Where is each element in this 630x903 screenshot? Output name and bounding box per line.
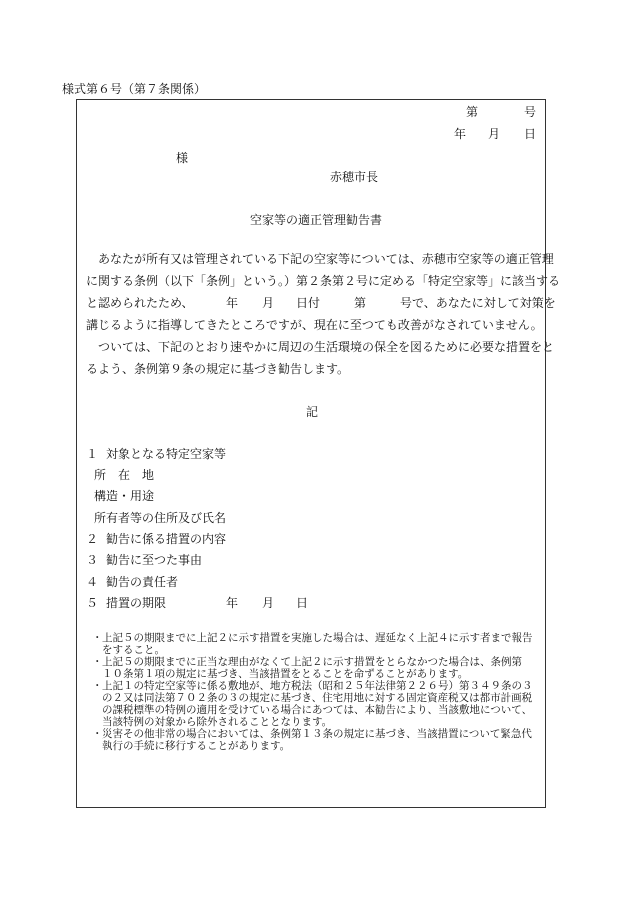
issuer: 赤穂市長: [330, 170, 379, 184]
item5-day: 日: [296, 596, 309, 610]
bullet: ・: [92, 656, 103, 668]
note-3-line3: の課税標準の特例の適用を受けている場合にあつては、本勧告により、当該敷地について、: [102, 704, 533, 716]
body-p1-line3-year: 年: [226, 296, 239, 310]
notes-list: [92, 632, 538, 752]
body-p1-line2: に関する条例（以下「条例」という。）第２条第２号に定める「特定空家等」に該当する: [86, 274, 561, 288]
item5-label: 措置の期限: [106, 596, 167, 610]
item3-label: 勧告に至つた事由: [106, 553, 203, 567]
body-p1-line3-month: 月: [262, 296, 275, 310]
addressee-suffix: 様: [176, 151, 189, 165]
item5-number: ５: [86, 596, 99, 610]
item2-label: 勧告に係る措置の内容: [106, 532, 227, 546]
body-p2-line2: るよう、条例第９条の規定に基づき勧告します。: [86, 362, 350, 376]
note-2-line2: １０条第１項の規定に基づき、当該措置をとることを命ずることがあります。: [102, 668, 469, 680]
item1-structure: 構造・用途: [94, 489, 155, 503]
doc-number-suffix: 号: [524, 105, 537, 119]
bullet: ・: [92, 728, 103, 740]
note-4-line1: 災害その他非常の場合においては、条例第１３条の規定に基づき、当該措置について緊急代: [102, 728, 532, 740]
note-3-line1: 上記１の特定空家等に係る敷地が、地方税法（昭和２５年法律第２２６号）第３４９条の３: [102, 680, 533, 692]
doc-number-prefix: 第: [466, 105, 479, 119]
item4-label: 勧告の責任者: [106, 575, 179, 589]
note-1-line2: をすること。: [102, 644, 165, 656]
note-1-line1: 上記５の期限までに上記２に示す措置を実施した場合は、遅延なく上記４に示す者まで報告: [102, 632, 533, 644]
item1-location: 所 在 地: [94, 468, 155, 482]
body-p1-line3-b: 号で、あなたに対して対策を: [400, 296, 556, 310]
item1-owner: 所有者等の住所及び氏名: [94, 511, 227, 525]
document-title: 空家等の適正管理勧告書: [250, 213, 383, 227]
body-p1-line1: あなたが所有又は管理されている下記の空家等については、赤穂市空家等の適正管理: [98, 252, 554, 266]
date-year: 年: [454, 127, 467, 141]
bullet: ・: [92, 632, 103, 644]
form-label: 様式第６号（第７条関係）: [62, 82, 207, 96]
item3-number: ３: [86, 553, 99, 567]
item5-month: 月: [262, 596, 275, 610]
note-3-line2: の２又は同法第７０２条の３の規定に基づき、住宅用地に対する固定資産税又は都市計画税: [102, 692, 533, 704]
item4-number: ４: [86, 575, 99, 589]
note-2-line1: 上記５の期限までに正当な理由がなくて上記２に示す措置をとらなかつた場合は、条例第: [102, 656, 522, 668]
note-4-line2: 執行の手続に移行することがあります。: [102, 740, 291, 752]
item1-label: 対象となる特定空家等: [106, 447, 227, 461]
bullet: ・: [92, 680, 103, 692]
date-month: 月: [488, 127, 501, 141]
item2-number: ２: [86, 532, 99, 546]
ki-heading: 記: [306, 405, 319, 419]
body-p1-line3-day: 日付: [296, 296, 321, 310]
body-p1-line3-a: と認められたため、: [86, 296, 194, 310]
note-3: [92, 680, 538, 728]
body-p1-line4: 講じるように指導してきたところですが、現在に至つても改善がなされていません。: [86, 318, 543, 332]
note-4: [92, 728, 538, 752]
body-p2-line1: ついては、下記のとおり速やかに周辺の生活環境の保全を図るために必要な措置をと: [98, 340, 555, 354]
note-3-line4: 当該特例の対象から除外されることとなります。: [102, 716, 333, 728]
body-p1-line3-no: 第: [354, 296, 367, 310]
item1-number: １: [86, 447, 99, 461]
date-day: 日: [524, 127, 537, 141]
item5-year: 年: [226, 596, 239, 610]
note-2: [92, 656, 538, 680]
note-1: [92, 632, 538, 656]
